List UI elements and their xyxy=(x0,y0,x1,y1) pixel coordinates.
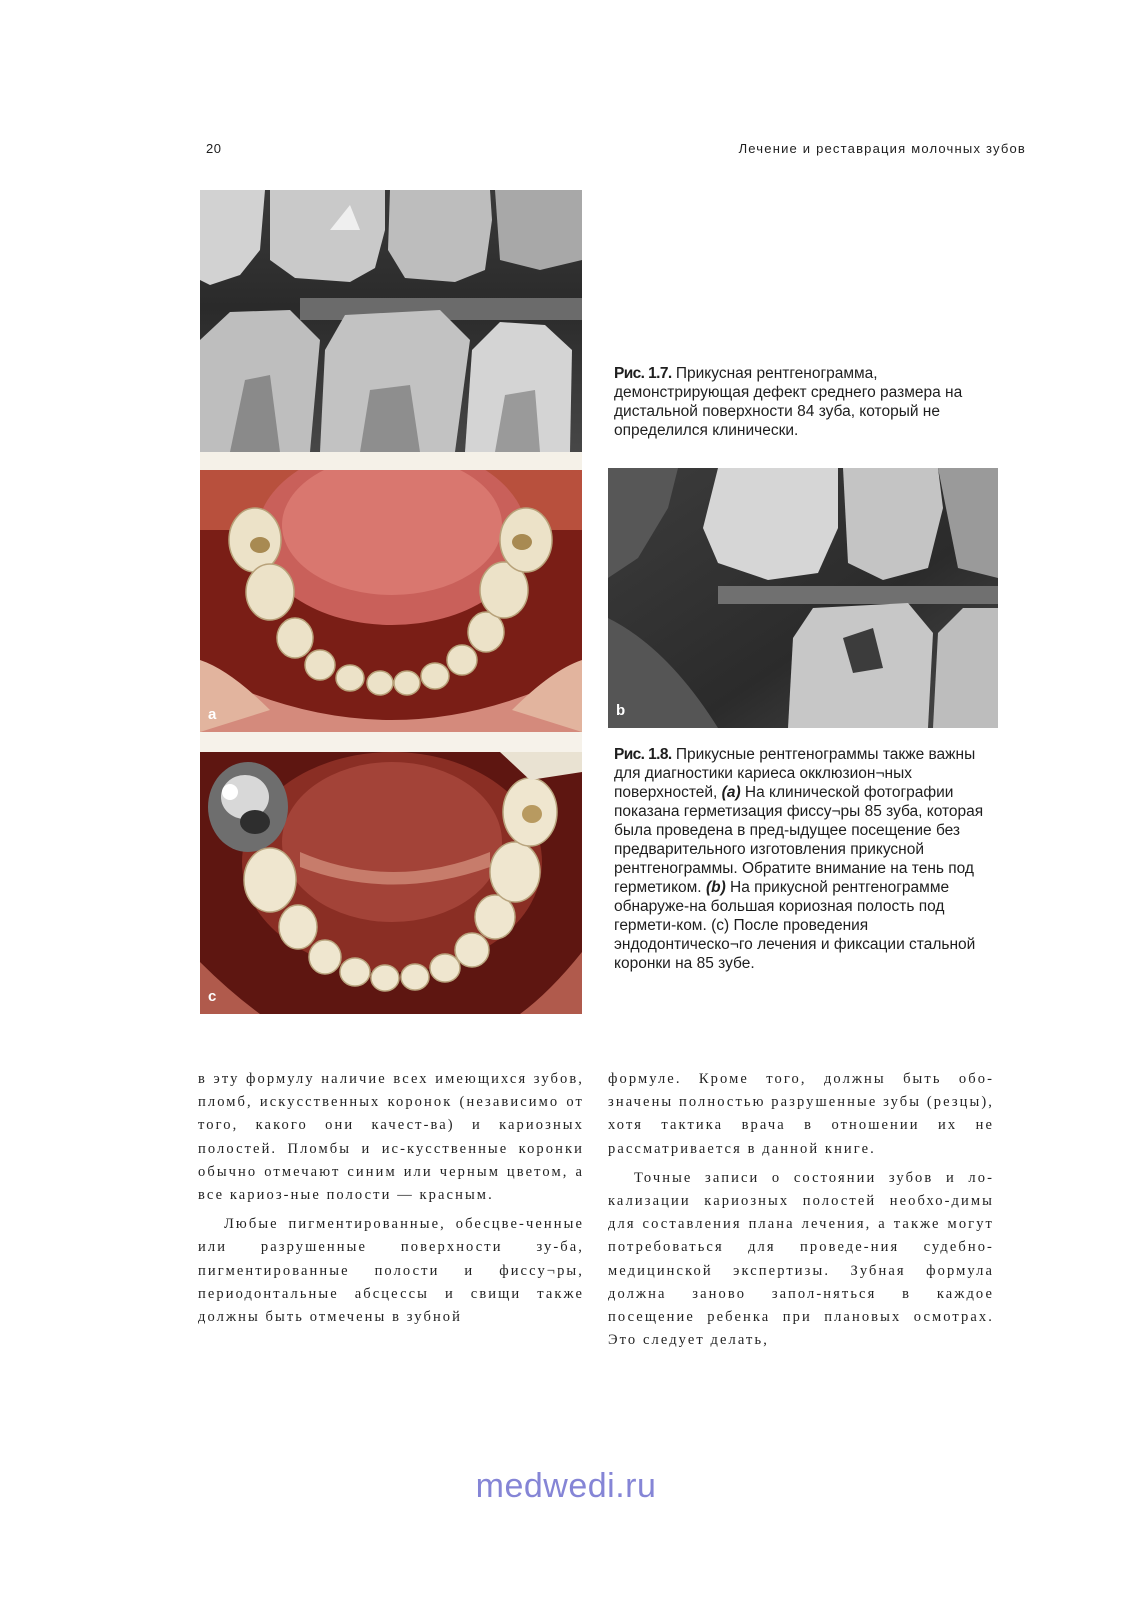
caption-1-7-text: Прикусная рентгенограмма, демонстрирующая дефект среднего размера на дистальной поверхности 84 зуба, который не определился клинически. xyxy=(614,365,963,439)
figure-1-7-radiograph xyxy=(200,190,582,452)
body-left-paragraph-2: Любые пигментированные, обесцве-ченные или разрушенные поверхности зу-ба, пигментированные полости и фиссу¬ры, периодонтальные абсцессы и свищи также должны быть отмечены в зубной xyxy=(198,1216,584,1326)
caption-1-8-marker-b: (b) xyxy=(705,879,726,896)
body-column-right xyxy=(608,1068,994,1352)
body-right-paragraph-2: Точные записи о состоянии зубов и ло-кализации кариозных полостей необхо-димы для составления плана лечения, а также могут потребоваться для проведе-ния судебно-медицинской экспертизы. Зубная формула должна заново запол-няться в каждое посещение ребенка при плановых осмотрах. Это следует делать, xyxy=(608,1169,994,1349)
body-right-paragraph-1: формуле. Кроме того, должны быть обо-значены полностью разрушенные зубы (резцы), хотя тактика врача в отношении их не рассматривается в данной книге. xyxy=(608,1071,995,1157)
figure-spacer-a xyxy=(200,452,582,470)
figure-1-8b-radiograph xyxy=(608,468,998,728)
body-column-left xyxy=(198,1068,584,1329)
caption-1-8-label: Рис. 1.8. xyxy=(614,746,672,763)
caption-1-7-label: Рис. 1.7. xyxy=(614,365,672,382)
panel-a-letter: a xyxy=(208,706,217,723)
caption-fig-1-8 xyxy=(614,745,1004,973)
watermark-link[interactable]: medwedi.ru xyxy=(475,1467,657,1505)
running-title: Лечение и реставрация молочных зубов xyxy=(738,141,1026,156)
panel-b-letter: b xyxy=(616,702,626,719)
page-number: 20 xyxy=(206,141,222,156)
caption-1-8-marker-a: (a) xyxy=(721,784,741,801)
figure-1-8c-photo xyxy=(200,752,582,1014)
figure-1-8a-photo xyxy=(200,470,582,732)
caption-1-8-part2: На клинической фотографии показана герметизация фиссу¬ры 85 зуба, которая была проведена в пред-ыдущее посещение без предварительного изготовления прикусной рентгенограммы. Обратите внимание на тень под герметиком. xyxy=(614,784,984,896)
caption-1-8-part1: Прикусные рентгенограммы также важны для диагностики кариеса окклюзион¬ных поверхностей, xyxy=(614,746,976,801)
panel-c-letter: c xyxy=(208,988,217,1005)
body-left-paragraph-1: в эту формулу наличие всех имеющихся зубов, пломб, искусственных коронок (независимо от того, какого они качест-ва) и кариозных полостей. Пломбы и ис-кусственные коронки обычно отмечают синим или черным цветом, а все кариоз-ные полости — красным. xyxy=(198,1071,584,1204)
caption-fig-1-7 xyxy=(614,364,1004,440)
caption-1-8-part3: На прикусной рентгенограмме обнаруже-на большая кориозная полость под гермети-ком. (с) После проведения эндодонтическо¬го лечения и фиксации стальной коронки на 85 зубе. xyxy=(614,879,976,972)
figure-spacer-c xyxy=(200,732,582,752)
